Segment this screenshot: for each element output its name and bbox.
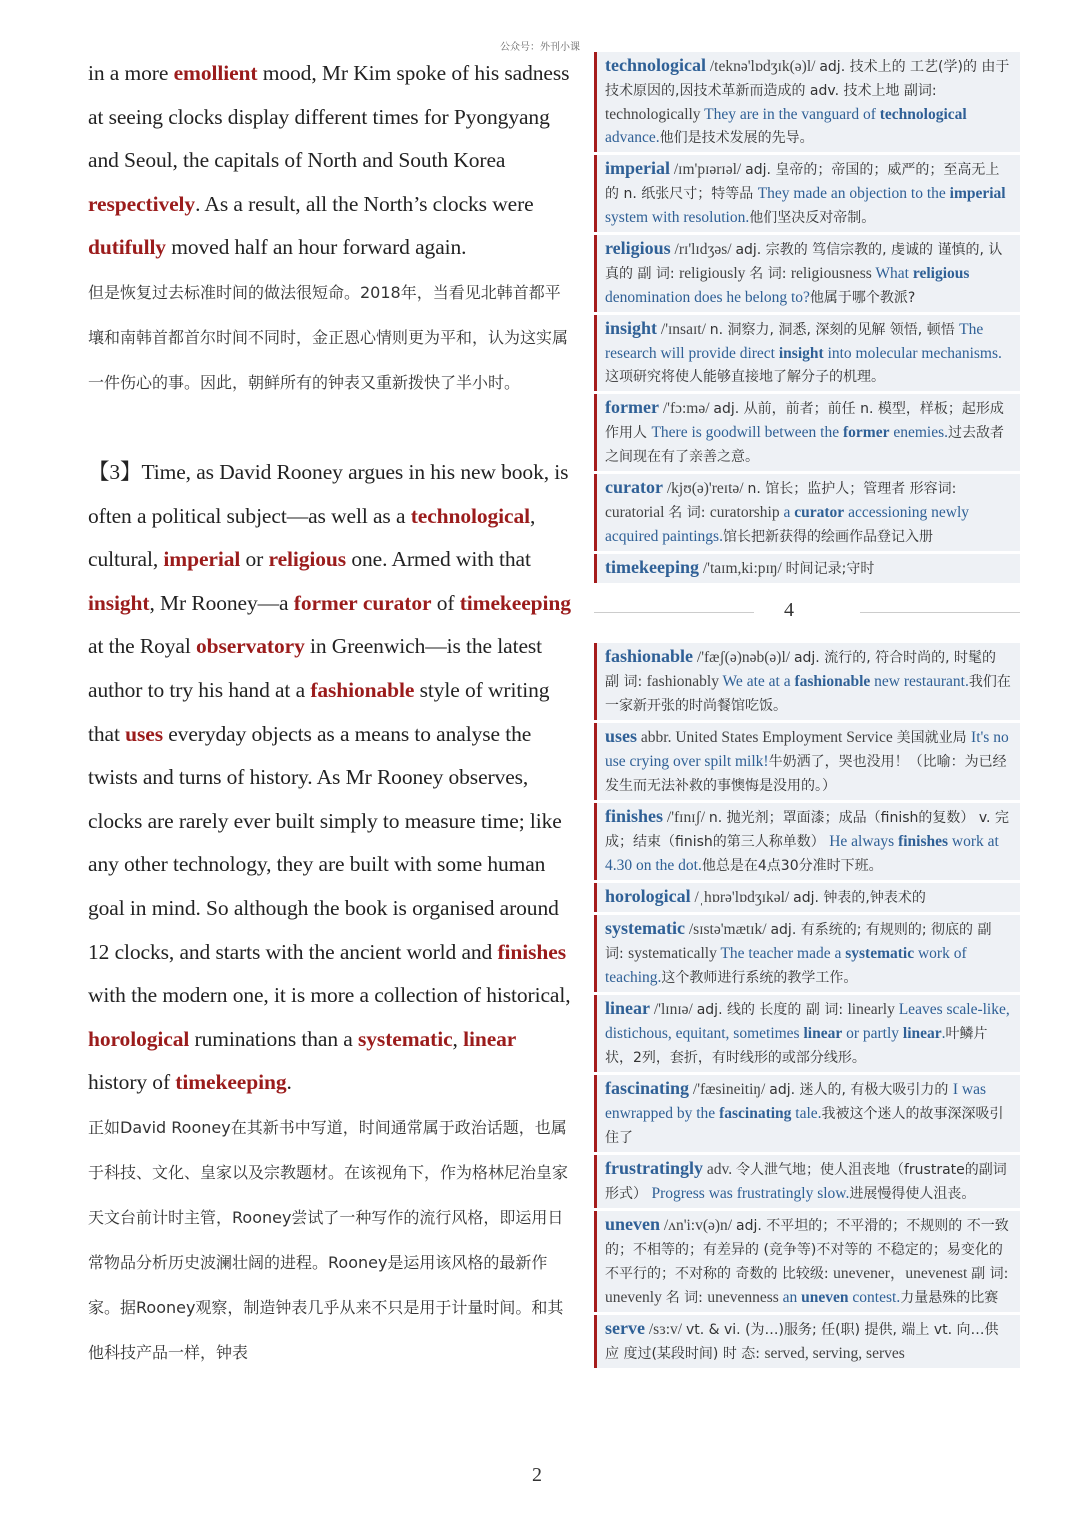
text-run: , Mr Rooney—a: [149, 590, 294, 615]
vocab-example: They are in the vanguard of: [704, 106, 880, 123]
vocab-translation: 这项研究将使人能够直接地了解分子的机理。: [605, 369, 885, 385]
vocab-entry: [594, 643, 1020, 720]
keyword-highlight: fashionable: [310, 677, 415, 702]
vocab-phonetic: /'fæsineitiŋ/: [689, 1081, 770, 1098]
text-run: , cultural,: [88, 503, 536, 572]
vocab-example-keyword: religious: [912, 265, 970, 282]
text-run: mood, Mr Kim spoke of his sadness at seeing clocks display different times for Pyongyang and Seoul, the capitals of North and South Korea: [88, 61, 570, 173]
vocab-phonetic: /'fɔ:mə/: [658, 400, 714, 417]
vocab-definition: vt. & vi. (为…)服务; 任(职) 提供, 端上 vt. 向…供应 度过(某段时间) 时 态:: [605, 1322, 999, 1362]
vocab-definition: n. 抛光剂；罩面漆；成品（finish的复数） v. 完成；结束（finish的第三人称单数）: [605, 810, 1009, 850]
vocab-headword: imperial: [605, 158, 670, 178]
divider-line-right: [860, 612, 1020, 613]
vocab-example: new restaurant.: [870, 673, 969, 690]
vocab-definition: 令人泄气地；使人沮丧地（frustrate的副词形式）: [605, 1162, 1007, 1202]
vocab-headword: horological: [605, 886, 691, 906]
keyword-highlight: technological: [410, 503, 531, 528]
keyword-highlight: respectively: [88, 191, 196, 216]
vocab-translation: 他们坚决反对帝制。: [749, 210, 876, 226]
vocab-phonetic: systematically: [628, 945, 721, 962]
vocab-phonetic: fashionably: [646, 673, 723, 690]
vocab-phonetic: linearly: [847, 1001, 899, 1018]
vocab-translation: 馆长把新获得的绘画作品登记入册: [722, 529, 933, 545]
vocab-entry: [594, 235, 1020, 312]
vocab-phonetic: /ʌn'i:v(ə)n/: [660, 1217, 736, 1234]
vocab-headword: timekeeping: [605, 557, 699, 577]
vocab-definition: adj. 钟表的,钟表术的: [793, 890, 926, 906]
vocab-phonetic: abbr. United States Employment Service: [637, 729, 897, 746]
keyword-highlight: insight: [88, 590, 150, 615]
vocab-phonetic: /'fæʃ(ə)nəb(ə)l/: [693, 649, 794, 666]
paragraph-gap: [88, 405, 572, 451]
vocab-entry: [594, 1211, 1020, 1312]
vocab-example-keyword: technological: [879, 106, 967, 123]
vocab-definition: 名 词:: [665, 1290, 708, 1306]
keyword-highlight: emollient: [173, 61, 258, 85]
vocab-definition: adj. 宗教的 笃信宗教的, 虔诚的 谨慎的, 认真的 副 词:: [605, 242, 1003, 282]
vocab-headword: insight: [605, 318, 658, 338]
vocab-example: We ate at a: [722, 673, 795, 690]
vocab-definition: adj. 皇帝的；帝国的；威严的；至高无上的 n. 纸张尺寸；特等品: [605, 162, 1000, 202]
vocab-translation: 他属于哪个教派?: [809, 290, 916, 306]
vocab-headword: uses: [605, 726, 638, 746]
vocab-example-keyword: curator: [794, 504, 845, 521]
watermark: 公众号：外刊小课: [500, 42, 580, 53]
vocab-headword: linear: [605, 998, 650, 1018]
article-column: [88, 52, 572, 1375]
text-run: everyday objects as a means to analyse the twists and turns of history. As Mr Rooney observes, clocks are rarely ever built simply to measure time; like any other technology, they are built with some human goal in mind. So although the book is organised around 12 clocks, and starts with the ancient world and: [88, 721, 562, 964]
vocab-translation: 他们是技术发展的先导。: [659, 130, 814, 146]
paragraph-chinese-1: 但是恢复过去标准时间的做法很短命。2018年，当看见北韩首都平壤和南韩首都首尔时间不同时，金正恩心情则更为平和，认为这实属一件伤心的事。因此，朝鲜所有的钟表又重新拨快了半小时。: [88, 282, 569, 392]
vocab-example-keyword: imperial: [949, 185, 1006, 202]
vocab-entry: [594, 1075, 1020, 1152]
vocab-example: contest.: [848, 1289, 901, 1306]
vocab-definition: 美国就业局: [896, 730, 972, 746]
vocab-phonetic: /'fɪnɪʃ/: [663, 809, 709, 826]
text-run: at the Royal: [88, 634, 196, 659]
vocab-definition: n. 馆长；监护人；管理者 形容词:: [747, 481, 957, 497]
vocab-headword: former: [605, 397, 659, 417]
vocab-entry: [594, 995, 1020, 1072]
vocab-phonetic: /sɜ:v/: [644, 1321, 686, 1338]
vocab-translation: 过去敌者之间现在有了亲善之意。: [605, 425, 1005, 465]
vocab-translation: 他总是在4点30分准时下班。: [701, 858, 883, 874]
vocab-entry: [594, 723, 1020, 800]
vocab-phonetic: /ɪm'pɪərɪəl/: [670, 161, 746, 178]
text-run: of: [431, 590, 460, 615]
text-run: with the modern one, it is more a collection of historical,: [88, 983, 571, 1008]
vocab-entry: [594, 1155, 1020, 1208]
vocab-group-1: [594, 52, 1020, 583]
vocab-headword: curator: [605, 477, 663, 497]
vocab-translation: 进展慢得使人沮丧。: [849, 1186, 976, 1202]
vocab-example: an: [782, 1289, 802, 1306]
vocab-entry: [594, 315, 1020, 391]
text-run: style of writing that: [88, 677, 550, 746]
vocab-example: enemies.: [889, 424, 949, 441]
vocab-example-keyword: fashionable: [794, 673, 871, 690]
text-run: .: [286, 1070, 292, 1095]
text-run: or: [240, 547, 269, 572]
text-run: ruminations than a: [189, 1026, 359, 1051]
keyword-highlight: timekeeping: [459, 590, 571, 615]
keyword-highlight: timekeeping: [175, 1070, 287, 1095]
vocab-example: There is goodwill between the: [651, 424, 843, 441]
paragraph-english-2: [88, 451, 572, 1105]
vocab-definition: adj. 迷人的, 有极大吸引力的: [769, 1082, 953, 1098]
vocab-phonetic: /rɪ'lɪdʒəs/: [670, 241, 736, 258]
vocab-example: accessioning newly acquired paintings.: [605, 504, 970, 545]
vocab-example-keyword: finishes: [898, 833, 949, 850]
vocab-entry: [594, 474, 1020, 551]
vocab-phonetic: /sɪstə'mætɪk/: [684, 921, 771, 938]
vocab-example: denomination does he belong to?: [605, 289, 810, 306]
vocab-example: The teacher made a: [720, 945, 846, 962]
vocab-phonetic: /ˌhɒrə'lɒdʒɪkəl/: [690, 889, 794, 906]
vocab-definition: adj. 技术上的 工艺(学)的 由于技术原因的,因技术革新而造成的 adv. 技术上地 副词:: [605, 59, 1010, 99]
vocab-entry: [594, 915, 1020, 992]
vocab-phonetic: unevenly: [605, 1289, 666, 1306]
vocab-example: The research will provide direct: [605, 321, 984, 362]
vocab-phonetic: adv.: [703, 1161, 736, 1178]
keyword-highlight: observatory: [195, 634, 305, 659]
vocab-headword: fashionable: [605, 646, 694, 666]
keyword-highlight: curator: [362, 590, 432, 615]
vocab-example: into molecular mechanisms.: [823, 345, 1002, 362]
vocab-translation: 我被这个迷人的故事深深吸引住了: [605, 1106, 1004, 1146]
vocab-headword: systematic: [605, 918, 685, 938]
vocab-phonetic: curatorial: [605, 504, 669, 521]
keyword-highlight: former: [293, 590, 358, 615]
keyword-highlight: finishes: [497, 939, 566, 964]
vocab-definition: 副 词:: [971, 1266, 1009, 1282]
vocab-entry: [594, 1315, 1020, 1368]
vocab-example: Leaves scale-like, distichous, equitant, sometimes: [605, 1001, 1010, 1042]
keyword-highlight: religious: [268, 547, 347, 572]
page-number-right: 4: [784, 599, 794, 621]
vocab-example: Progress was frustratingly slow.: [651, 1185, 850, 1202]
vocab-headword: fascinating: [605, 1078, 690, 1098]
vocab-definition: adj. 线的 长度的 副 词:: [696, 1002, 848, 1018]
vocab-headword: serve: [605, 1318, 645, 1338]
vocab-definition: n. 洞察力, 洞悉, 深刻的见解 领悟, 顿悟: [709, 322, 960, 338]
vocab-translation: 叶鳞片状，2列，套折，有时线形的或部分线形。: [605, 1026, 988, 1066]
vocab-phonetic: technologically: [605, 106, 705, 123]
vocab-example-keyword: former: [843, 424, 890, 441]
vocab-headword: technological: [605, 55, 706, 75]
vocab-example: or partly: [842, 1025, 903, 1042]
vocab-example: He always: [829, 833, 899, 850]
vocab-phonetic: /teknə'lɒdʒɪk(ə)l/: [706, 58, 820, 75]
vocab-phonetic: served, serving, serves: [764, 1345, 905, 1362]
page-number-left: 2: [532, 1464, 542, 1486]
text-run: 【3】Time, as David Rooney argues in his new book, is often a political subject—as well as a: [88, 459, 569, 528]
vocab-entry: [594, 155, 1020, 232]
vocab-headword: frustratingly: [605, 1158, 703, 1178]
vocab-definition: adj. 从前，前者；前任 n. 模型，样板；起形成作用人: [605, 401, 1004, 441]
vocab-example-keyword: systematic: [845, 945, 915, 962]
text-run: one. Armed with that: [346, 547, 531, 572]
text-run: ,: [452, 1026, 464, 1051]
vocab-entry: [594, 883, 1020, 912]
vocab-definition: adj. 有系统的; 有规则的; 彻底的 副 词:: [605, 922, 992, 962]
paragraph-english-1: [88, 52, 572, 270]
vocab-translation: 这个教师进行系统的教学工作。: [661, 970, 858, 986]
vocab-example: What: [875, 265, 913, 282]
vocab-example-keyword: insight: [778, 345, 824, 362]
vocab-example: work at 4.30 on the dot.: [605, 833, 999, 874]
text-run: in Greenwich—is the latest author to try his hand at a: [88, 634, 543, 702]
vocab-example: system with resolution.: [605, 209, 750, 226]
vocabulary-column: [594, 52, 1020, 1371]
vocab-example-keyword: linear: [803, 1025, 843, 1042]
vocab-entry: [594, 803, 1020, 880]
vocab-phonetic: /'taɪm,ki:pɪŋ/: [699, 560, 786, 577]
vocab-phonetic: curatorship: [709, 504, 784, 521]
vocab-definition: 名 词:: [668, 505, 710, 521]
vocab-headword: finishes: [605, 806, 664, 826]
vocab-phonetic: unevener，unevenest: [833, 1265, 972, 1282]
vocab-example: It's no use crying over spilt milk!: [605, 729, 1009, 770]
vocab-translation: 我们在一家新开张的时尚餐馆吃饭。: [605, 674, 1011, 714]
vocab-headword: religious: [605, 238, 671, 258]
keyword-highlight: systematic: [358, 1026, 453, 1051]
vocab-entry: [594, 52, 1020, 152]
vocab-phonetic: /kjʊ(ə)'reɪtə/: [662, 480, 748, 497]
page-divider: [594, 589, 1020, 635]
text-run: moved half an hour forward again.: [165, 235, 467, 260]
keyword-highlight: uses: [125, 721, 163, 746]
vocab-group-2: [594, 643, 1020, 1368]
vocab-entry: [594, 394, 1020, 471]
vocab-definition: 名 词:: [749, 266, 791, 282]
vocab-phonetic: unevenness: [707, 1289, 783, 1306]
vocab-definition: 时间记录;守时: [785, 561, 875, 577]
vocab-definition: adj. 流行的, 符合时尚的, 时髦的 副 词:: [605, 650, 997, 690]
vocab-example: a: [783, 504, 795, 521]
text-run: . As a result, all the North’s clocks were: [195, 191, 534, 216]
vocab-definition: adj. 不平坦的；不平滑的；不规则的 不一致的；不相等的；有差异的 (竞争等)不对等的 不稳定的；易变化的 不平行的；不对称的 奇数的 比较级:: [605, 1218, 1009, 1282]
vocab-example-keyword: uneven: [801, 1289, 849, 1306]
vocab-example: tale.: [791, 1105, 822, 1122]
vocab-example: .: [941, 1025, 946, 1042]
keyword-highlight: linear: [463, 1026, 517, 1051]
vocab-headword: uneven: [605, 1214, 661, 1234]
vocab-phonetic: /'ɪnsaɪt/: [657, 321, 710, 338]
keyword-highlight: horological: [88, 1026, 190, 1051]
vocab-translation: 牛奶洒了，哭也没用！（比喻：为已经发生而无法补救的事懊悔是没用的。）: [605, 754, 1007, 794]
vocab-phonetic: religiously: [679, 265, 750, 282]
vocab-example: advance.: [605, 129, 660, 146]
vocab-example-keyword: fascinating: [719, 1105, 792, 1122]
vocab-phonetic: /'lɪnɪə/: [650, 1001, 697, 1018]
vocab-translation: 力量悬殊的比赛: [900, 1290, 999, 1306]
keyword-highlight: imperial: [163, 547, 241, 572]
vocab-example: They made an objection to the: [757, 185, 950, 202]
vocab-example: work of teaching.: [605, 945, 967, 986]
text-run: in a more: [88, 61, 174, 85]
text-run: history of: [88, 1070, 176, 1095]
vocab-example: I was enwrapped by the: [605, 1081, 986, 1122]
vocab-entry: [594, 554, 1020, 583]
vocab-example-keyword: linear: [902, 1025, 942, 1042]
paragraph-chinese-2: 正如David Rooney在其新书中写道，时间通常属于政治话题，也属于科技、文化、皇家以及宗教题材。在该视角下，作为格林尼治皇家天文台前计时主管，Rooney尝试了一种写作的流行风格，即运用日常物品分析历史波澜壮阔的进程。Rooney是运用该风格的最新作家。据Rooney观察，制造钟表几乎从来不只是用于计量时间。和其他科技产品一样，钟表: [88, 1117, 569, 1362]
keyword-highlight: dutifully: [88, 235, 166, 260]
vocab-phonetic: religiousness: [790, 265, 876, 282]
